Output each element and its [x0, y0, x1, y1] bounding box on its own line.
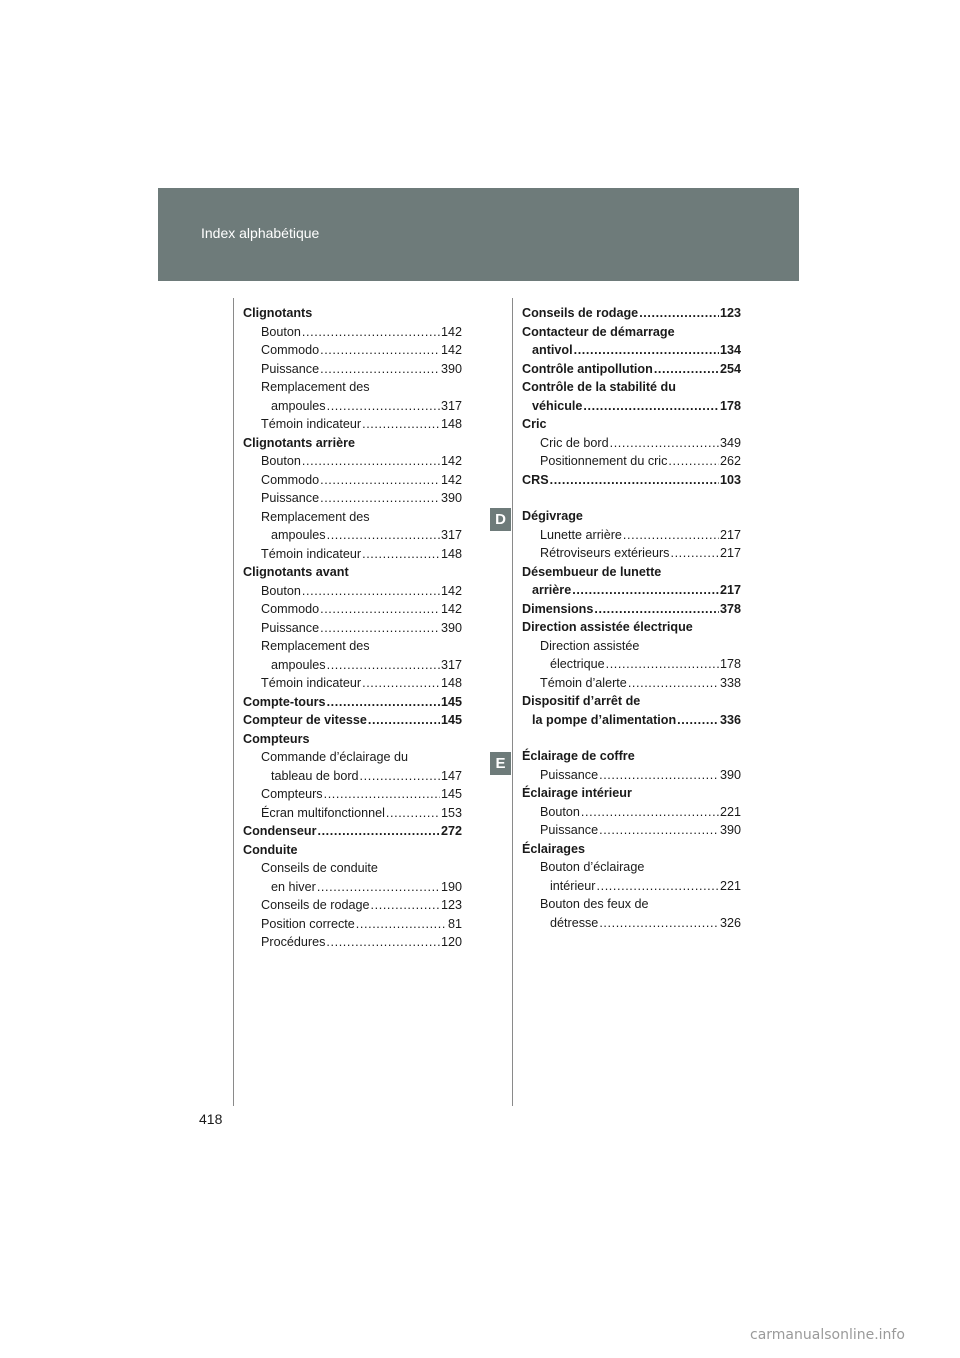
entry-page-number: 120: [440, 935, 462, 949]
entry-label: ampoules: [271, 657, 326, 672]
letter-tab-e: E: [490, 752, 511, 775]
index-entry: [243, 748, 462, 767]
index-entry: [522, 674, 741, 693]
entry-label: Écran multifonctionnel: [261, 805, 385, 820]
entry-label: Puissance: [540, 767, 599, 782]
entry-page-number: 81: [447, 916, 462, 931]
entry-label: Condenseur: [243, 824, 317, 838]
entry-page-number: 217: [719, 583, 741, 597]
entry-label: Témoin d’alerte: [540, 675, 627, 690]
leader-dots: [324, 785, 440, 804]
entry-page-number: 142: [440, 454, 462, 468]
entry-page-number: 142: [440, 472, 462, 487]
entry-label: Contrôle antipollution: [522, 361, 653, 376]
entry-page-number: 217: [719, 546, 741, 560]
index-entry: [522, 840, 741, 859]
entry-label: Témoin indicateur: [261, 676, 362, 690]
entry-page-number: 178: [719, 398, 741, 413]
entry-page-number: 142: [440, 602, 462, 616]
entry-page-number: 390: [440, 361, 462, 376]
entry-page-number: 317: [440, 657, 462, 672]
entry-page-number: 147: [440, 768, 462, 783]
entry-page-number: 145: [440, 694, 462, 709]
entry-label: Commande d’éclairage du: [261, 750, 409, 764]
entry-label: arrière: [532, 583, 572, 597]
entry-label: Éclairage intérieur: [522, 786, 632, 800]
entry-label: électrique: [550, 657, 605, 671]
entry-page-number: 217: [719, 527, 741, 542]
leader-dots: [606, 655, 719, 674]
leader-dots: [302, 452, 440, 471]
leader-dots: [356, 915, 447, 934]
leader-dots: [320, 600, 440, 619]
entry-label: Direction assistée électrique: [522, 620, 693, 634]
index-entry: [522, 600, 741, 619]
entry-page-number: 317: [440, 398, 462, 413]
index-entry: [522, 544, 741, 563]
index-entry: [522, 471, 741, 490]
entry-label: Compteur de vitesse: [243, 713, 367, 727]
entry-label: en hiver: [271, 879, 316, 894]
index-entry: [522, 655, 741, 674]
leader-dots: [362, 545, 440, 564]
entry-label: Conseils de conduite: [261, 861, 378, 875]
entry-label: Puissance: [261, 491, 320, 505]
index-entry: [243, 341, 462, 360]
entry-label: Compteurs: [261, 787, 323, 801]
index-entry: [243, 545, 462, 564]
entry-page-number: 336: [719, 712, 741, 727]
leader-dots: [599, 766, 719, 785]
index-entry: [243, 415, 462, 434]
entry-page-number: 142: [440, 583, 462, 598]
entry-page-number: 326: [719, 915, 741, 930]
index-entry: [522, 914, 741, 933]
entry-label: Bouton: [540, 804, 580, 819]
entry-page-number: 123: [440, 898, 462, 912]
leader-dots: [327, 693, 440, 712]
index-entry: [522, 378, 741, 397]
index-entry: [243, 767, 462, 786]
leader-dots: [302, 323, 440, 342]
leader-dots: [326, 933, 440, 952]
index-entry: [522, 692, 741, 711]
index-entry: [243, 896, 462, 915]
entry-page-number: 221: [719, 878, 741, 893]
leader-dots: [610, 434, 719, 453]
entry-label: Puissance: [540, 823, 599, 837]
entry-label: Bouton des feux de: [540, 897, 649, 911]
index-column-right: [522, 304, 741, 932]
index-entry: [243, 933, 462, 952]
index-entry: [243, 434, 462, 453]
index-entry: [522, 747, 741, 766]
index-entry: [243, 471, 462, 490]
entry-page-number: 272: [440, 824, 462, 838]
leader-dots: [574, 341, 719, 360]
leader-dots: [628, 674, 719, 693]
index-entry: [522, 341, 741, 360]
leader-dots: [320, 489, 440, 508]
index-entry: [522, 858, 741, 877]
leader-dots: [320, 619, 440, 638]
index-entry: [522, 581, 741, 600]
leader-dots: [368, 711, 440, 730]
letter-tab-d: D: [490, 508, 511, 531]
entry-page-number: 103: [719, 472, 741, 487]
index-entry: [243, 452, 462, 471]
leader-dots: [583, 397, 719, 416]
index-entry: [522, 397, 741, 416]
index-entry: [243, 378, 462, 397]
entry-label: Puissance: [261, 620, 320, 635]
entry-label: Conseils de rodage: [522, 306, 639, 320]
index-entry: [522, 895, 741, 914]
index-entry: [243, 674, 462, 693]
entry-page-number: 148: [440, 417, 462, 431]
index-entry: [243, 637, 462, 656]
index-entry: [243, 878, 462, 897]
entry-label: Remplacement des: [261, 509, 370, 524]
entry-label: Bouton: [261, 324, 301, 339]
entry-label: Clignotants: [243, 306, 313, 320]
column-divider-right: [512, 298, 513, 1106]
index-entry: [243, 526, 462, 545]
entry-label: Conseils de rodage: [261, 898, 370, 912]
leader-dots: [594, 600, 719, 619]
entry-label: Témoin indicateur: [261, 546, 362, 561]
leader-dots: [317, 878, 440, 897]
index-entry: [243, 730, 462, 749]
section-gap: [522, 489, 741, 507]
entry-label: ampoules: [271, 398, 326, 413]
entry-label: Contrôle de la stabilité du: [522, 380, 676, 394]
index-entry: [522, 784, 741, 803]
index-entry: [243, 323, 462, 342]
entry-label: Témoin indicateur: [261, 417, 362, 431]
index-entry: [522, 563, 741, 582]
index-entry: [522, 323, 741, 342]
leader-dots: [317, 822, 440, 841]
entry-label: Bouton d’éclairage: [540, 860, 645, 874]
entry-label: Remplacement des: [261, 380, 370, 394]
index-entry: [522, 803, 741, 822]
entry-label: Éclairage de coffre: [522, 749, 635, 763]
entry-page-number: 142: [440, 324, 462, 339]
leader-dots: [581, 803, 719, 822]
entry-label: Bouton: [261, 454, 301, 468]
index-entry: [522, 507, 741, 526]
entry-page-number: 390: [719, 767, 741, 782]
index-entry: [243, 859, 462, 878]
entry-label: Éclairages: [522, 841, 586, 856]
leader-dots: [550, 471, 719, 490]
entry-page-number: 390: [440, 620, 462, 635]
entry-label: Clignotants avant: [243, 565, 349, 579]
leader-dots: [572, 581, 719, 600]
entry-page-number: 153: [440, 805, 462, 820]
entry-page-number: 142: [440, 343, 462, 357]
entry-label: Remplacement des: [261, 639, 370, 653]
leader-dots: [320, 341, 440, 360]
entry-label: Clignotants arrière: [243, 435, 355, 450]
leader-dots: [302, 582, 440, 601]
entry-label: Commodo: [261, 602, 320, 616]
leader-dots: [362, 674, 440, 693]
entry-label: Lunette arrière: [540, 527, 622, 542]
leader-dots: [320, 471, 440, 490]
entry-label: antivol: [532, 343, 573, 357]
entry-label: Puissance: [261, 361, 320, 376]
entry-label: Commodo: [261, 472, 320, 487]
page-number: 418: [199, 1111, 223, 1127]
entry-label: Positionnement du cric: [540, 454, 668, 468]
entry-label: Cric: [522, 417, 547, 431]
leader-dots: [320, 360, 440, 379]
entry-label: Dégivrage: [522, 509, 583, 523]
leader-dots: [670, 544, 719, 563]
leader-dots: [327, 397, 440, 416]
entry-page-number: 317: [440, 528, 462, 542]
index-entry: [243, 619, 462, 638]
index-entry: [243, 397, 462, 416]
leader-dots: [327, 526, 440, 545]
entry-page-number: 349: [719, 435, 741, 450]
index-entry: [522, 434, 741, 453]
entry-page-number: 221: [719, 804, 741, 819]
entry-label: Compteurs: [243, 731, 310, 746]
index-entry: [243, 360, 462, 379]
index-entry: [243, 693, 462, 712]
entry-page-number: 148: [440, 546, 462, 561]
index-entry: [522, 877, 741, 896]
entry-label: Désembueur de lunette: [522, 564, 662, 579]
index-entry: [243, 563, 462, 582]
index-entry: [522, 452, 741, 471]
leader-dots: [677, 711, 719, 730]
index-entry: [243, 508, 462, 527]
index-entry: [522, 618, 741, 637]
entry-page-number: 123: [719, 306, 741, 320]
index-entry: [243, 785, 462, 804]
entry-page-number: 148: [440, 676, 462, 690]
leader-dots: [371, 896, 440, 915]
index-entry: [522, 766, 741, 785]
index-entry: [243, 489, 462, 508]
leader-dots: [599, 821, 719, 840]
index-entry: [243, 822, 462, 841]
entry-label: Conduite: [243, 842, 298, 857]
index-entry: [243, 656, 462, 675]
index-entry: [522, 360, 741, 379]
leader-dots: [362, 415, 440, 434]
watermark: carmanualsonline.info: [750, 1327, 905, 1343]
index-entry: [522, 304, 741, 323]
leader-dots: [597, 877, 719, 896]
leader-dots: [599, 914, 719, 933]
entry-label: Dimensions: [522, 601, 594, 616]
entry-label: véhicule: [532, 398, 583, 413]
index-entry: [243, 841, 462, 860]
entry-page-number: 390: [440, 491, 462, 505]
entry-label: Position correcte: [261, 916, 355, 931]
entry-label: Procédures: [261, 935, 326, 949]
index-entry: [243, 804, 462, 823]
entry-page-number: 134: [719, 343, 741, 357]
index-entry: [522, 526, 741, 545]
leader-dots: [623, 526, 719, 545]
entry-label: Compte-tours: [243, 694, 326, 709]
entry-label: tableau de bord: [271, 768, 359, 783]
entry-label: Contacteur de démarrage: [522, 324, 675, 339]
entry-label: la pompe d’alimentation: [532, 712, 677, 727]
entry-label: Cric de bord: [540, 435, 609, 450]
entry-label: ampoules: [271, 528, 326, 542]
entry-page-number: 145: [440, 713, 462, 727]
leader-dots: [360, 767, 440, 786]
index-entry: [522, 415, 741, 434]
entry-label: intérieur: [550, 878, 596, 893]
entry-label: CRS: [522, 472, 549, 487]
entry-label: Bouton: [261, 583, 301, 598]
entry-page-number: 145: [440, 787, 462, 801]
index-column-left: [243, 304, 462, 952]
index-entry: [243, 711, 462, 730]
leader-dots: [639, 304, 719, 323]
index-entry: [243, 582, 462, 601]
section-gap: [522, 729, 741, 747]
entry-page-number: 262: [719, 454, 741, 468]
section-title: Index alphabétique: [201, 225, 320, 241]
index-entry: [243, 304, 462, 323]
index-entry: [522, 637, 741, 656]
entry-page-number: 178: [719, 657, 741, 671]
column-divider-left: [233, 298, 234, 1106]
index-entry: [243, 915, 462, 934]
leader-dots: [654, 360, 719, 379]
index-entry: [522, 821, 741, 840]
entry-label: Direction assistée: [540, 638, 640, 653]
entry-page-number: 378: [719, 601, 741, 616]
leader-dots: [327, 656, 440, 675]
leader-dots: [386, 804, 440, 823]
entry-page-number: 254: [719, 361, 741, 376]
index-entry: [243, 600, 462, 619]
entry-label: Commodo: [261, 343, 320, 357]
entry-page-number: 338: [719, 675, 741, 690]
index-entry: [522, 711, 741, 730]
page-header: [158, 188, 799, 281]
leader-dots: [668, 452, 719, 471]
entry-label: Dispositif d’arrêt de: [522, 694, 641, 708]
entry-page-number: 390: [719, 823, 741, 837]
entry-label: Rétroviseurs extérieurs: [540, 546, 670, 560]
entry-label: détresse: [550, 915, 599, 930]
entry-page-number: 190: [440, 879, 462, 894]
